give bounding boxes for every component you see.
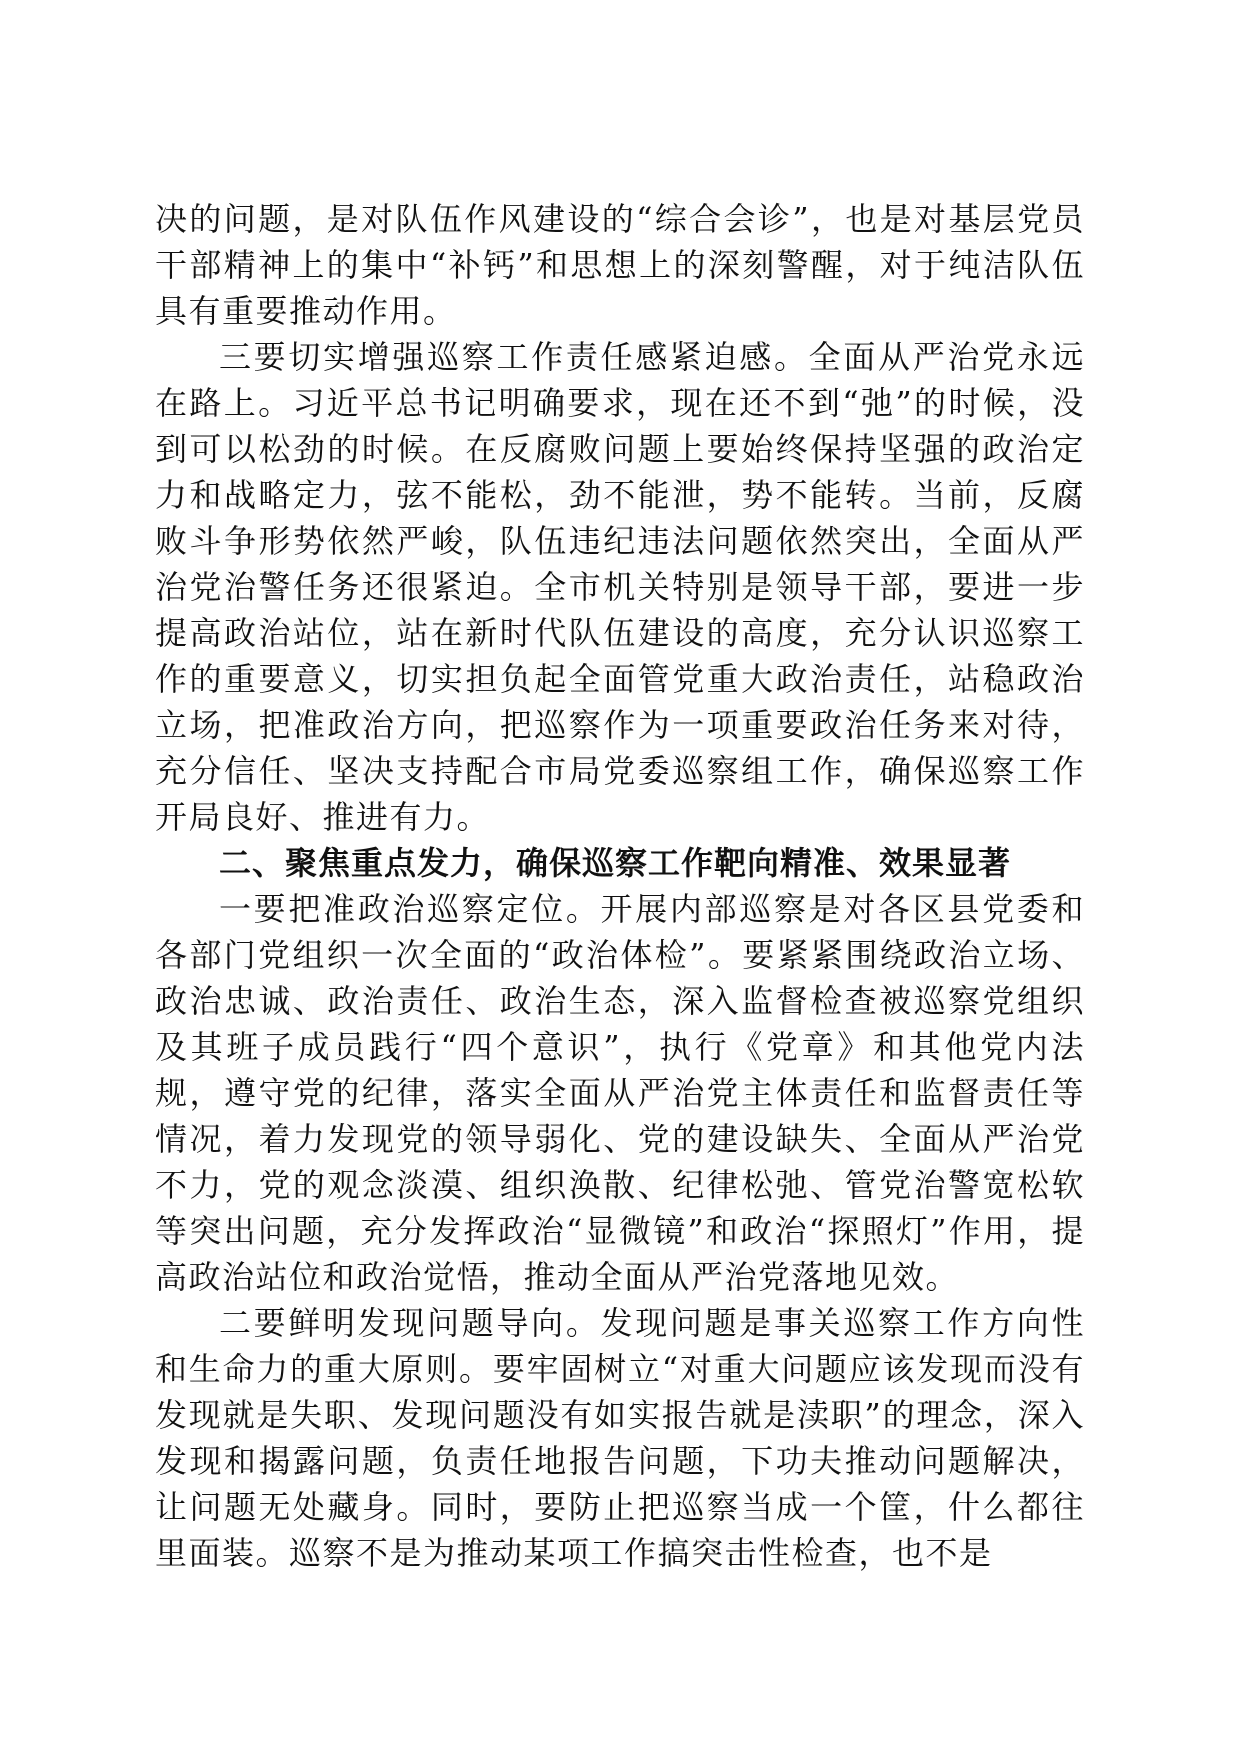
paragraph-problem-orientation: 二要鲜明发现问题导向。发现问题是事关巡察工作方向性和生命力的重大原则。要牢固树立“对重大问题应该发现而没有发现就是失职、发现问题没有如实报告就是渎职”的理念，深入发现和揭露问题，负责任地报告问题，下功夫推动问题解决，让问题无处藏身。同时，要防止把巡察当成一个筐，什么都往里面装。巡察不是为推动某项工作搞突击性检查，也不是 <box>155 1304 1085 1572</box>
paragraph-responsibility: 三要切实增强巡察工作责任感紧迫感。全面从严治党永远在路上。习近平总书记明确要求，现在还不到“弛”的时候，没到可以松劲的时候。在反腐败问题上要始终保持坚强的政治定力和战略定力，弦不能松，劲不能泄，势不能转。当前，反腐败斗争形势依然严峻，队伍违纪违法问题依然突出，全面从严治党治警任务还很紧迫。全市机关特别是领导干部，要进一步提高政治站位，站在新时代队伍建设的高度，充分认识巡察工作的重要意义，切实担负起全面管党重大政治责任，站稳政治立场，把准政治方向，把巡察作为一项重要政治任务来对待，充分信任、坚决支持配合市局党委巡察组工作，确保巡察工作开局良好、推进有力。 <box>155 338 1085 836</box>
paragraph-continuation: 决的问题，是对队伍作风建设的“综合会诊”，也是对基层党员干部精神上的集中“补钙”和思想上的深刻警醒，对于纯洁队伍具有重要推动作用。 <box>155 200 1085 330</box>
paragraph-political-positioning: 一要把准政治巡察定位。开展内部巡察是对各区县党委和各部门党组织一次全面的“政治体检”。要紧紧围绕政治立场、政治忠诚、政治责任、政治生态，深入监督检查被巡察党组织及其班子成员践行“四个意识”，执行《党章》和其他党内法规，遵守党的纪律，落实全面从严治党主体责任和监督责任等情况，着力发现党的领导弱化、党的建设缺失、全面从严治党不力，党的观念淡漠、组织涣散、纪律松弛、管党治警宽松软等突出问题，充分发挥政治“显微镜”和政治“探照灯”作用，提高政治站位和政治觉悟，推动全面从严治党落地见效。 <box>155 890 1085 1296</box>
document-body <box>155 196 1085 1576</box>
section-heading-2: 二、聚焦重点发力，确保巡察工作靶向精准、效果显著 <box>219 844 1012 882</box>
